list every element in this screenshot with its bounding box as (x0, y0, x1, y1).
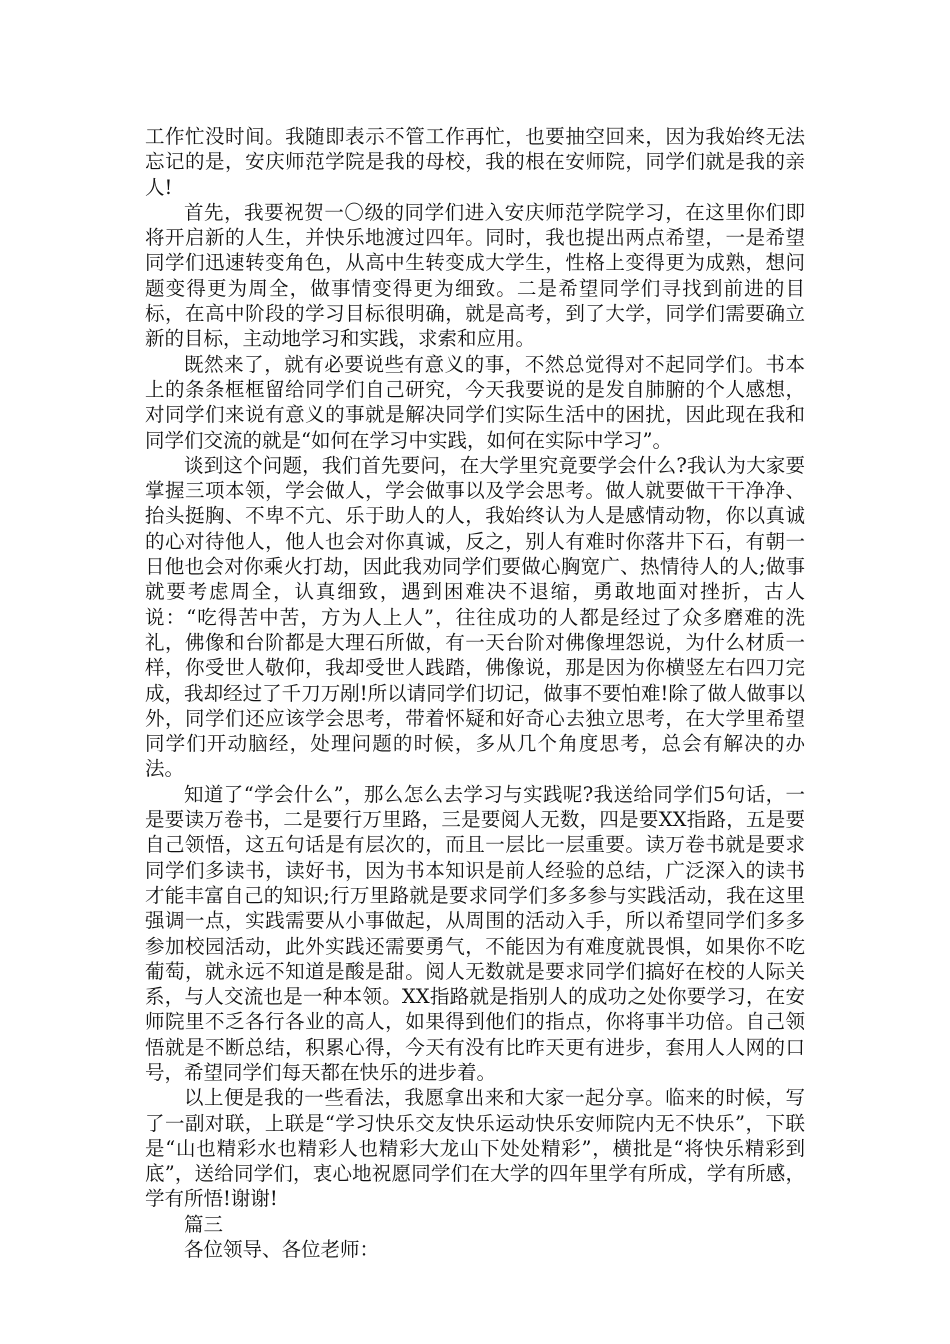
paragraph-meaningful-things: 既然来了，就有必要说些有意义的事，不然总觉得对不起同学们。书本上的条条框框留给同学们自己研究，今天我要说的是发自肺腑的个人感想，对同学们来说有意义的事就是解决同学们实际生活中的困扰，因此现在我和同学们交流的就是“如何在学习中实践，如何在实际中学习”。 (145, 352, 805, 452)
paragraph-five-sentences: 知道了“学会什么”，那么怎么去学习与实践呢?我送给同学们5句话，一是要读万卷书，二是要行万里路，三是要阅人无数，四是要XX指路，五是要自己领悟，这五句话是有层次的，而且一层比一层重要。读万卷书就是要求同学们多读书，读好书，因为书本知识是前人经验的总结，广泛深入的读书才能丰富自己的知识;行万里路就是要求同学们多多参与实践活动，我在这里强调一点，实践需要从小事做起，从周围的活动入手，所以希望同学们多多参加校园活动，此外实践还需要勇气，不能因为有难度就畏惧，如果你不吃葡萄，就永远不知道是酸是甜。阅人无数就是要求同学们搞好在校的人际关系，与人交流也是一种本领。XX指路就是指别人的成功之处你要学习，在安师院里不乏各行各业的高人，如果得到他们的指点，你将事半功倍。自己领悟就是不断总结，积累心得，今天有没有比昨天更有进步，套用人人网的口号，希望同学们每天都在快乐的进步着。 (145, 782, 805, 1084)
paragraph-closing: 以上便是我的一些看法，我愿拿出来和大家一起分享。临来的时候，写了一副对联，上联是“学习快乐交友快乐运动快乐安师院内无不快乐”，下联是“山也精彩水也精彩人也精彩大龙山下处处精彩”，横批是“将快乐精彩到底”，送给同学们，衷心地祝愿同学们在大学的四年里学有所成，学有所感，学有所悟!谢谢! (145, 1086, 805, 1211)
paragraph-continuation: 工作忙没时间。我随即表示不管工作再忙，也要抽空回来，因为我始终无法忘记的是，安庆师范学院是我的母校，我的根在安师院，同学们就是我的亲人! (145, 125, 805, 199)
salutation: 各位领导、各位老师： (184, 1238, 380, 1262)
paragraph-what-to-learn: 谈到这个问题，我们首先要问，在大学里究竟要学会什么?我认为大家要掌握三项本领，学会做人，学会做事以及学会思考。做人就要做干干净净、抬头挺胸、不卑不亢、乐于助人的人，我始终认为人是感情动物，你以真诚的心对待他人，他人也会对你真诚，反之，别人有难时你落井下石，有朝一日他也会对你乘火打劫，因此我劝同学们要做心胸宽广、热情待人的人;做事就要考虑周全，认真细致，遇到困难决不退缩，勇敢地面对挫折，古人说：“吃得苦中苦，方为人上人”，往往成功的人都是经过了众多磨难的洗礼，佛像和台阶都是大理石所做，有一天台阶对佛像埋怨说，为什么材质一样，你受世人敬仰，我却受世人践踏，佛像说，那是因为你横竖左右四刀完成，我却经过了千刀万剐!所以请同学们切记，做事不要怕难!除了做人做事以外，同学们还应该学会思考，带着怀疑和好奇心去独立思考，在大学里希望同学们开动脑经，处理问题的时候，多从几个角度思考，总会有解决的办法。 (145, 453, 805, 781)
section-heading: 篇三 (184, 1212, 224, 1236)
document-body (145, 124, 805, 1262)
paragraph-congratulation: 首先，我要祝贺一〇级的同学们进入安庆师范学院学习，在这里你们即将开启新的人生，并快乐地渡过四年。同时，我也提出两点希望，一是希望同学们迅速转变角色，从高中生转变成大学生，性格上变得更为成熟，想问题变得更为周全，做事情变得更为细致。二是希望同学们寻找到前进的目标，在高中阶段的学习目标很明确，就是高考，到了大学，同学们需要确立新的目标，主动地学习和实践，求索和应用。 (145, 200, 805, 351)
